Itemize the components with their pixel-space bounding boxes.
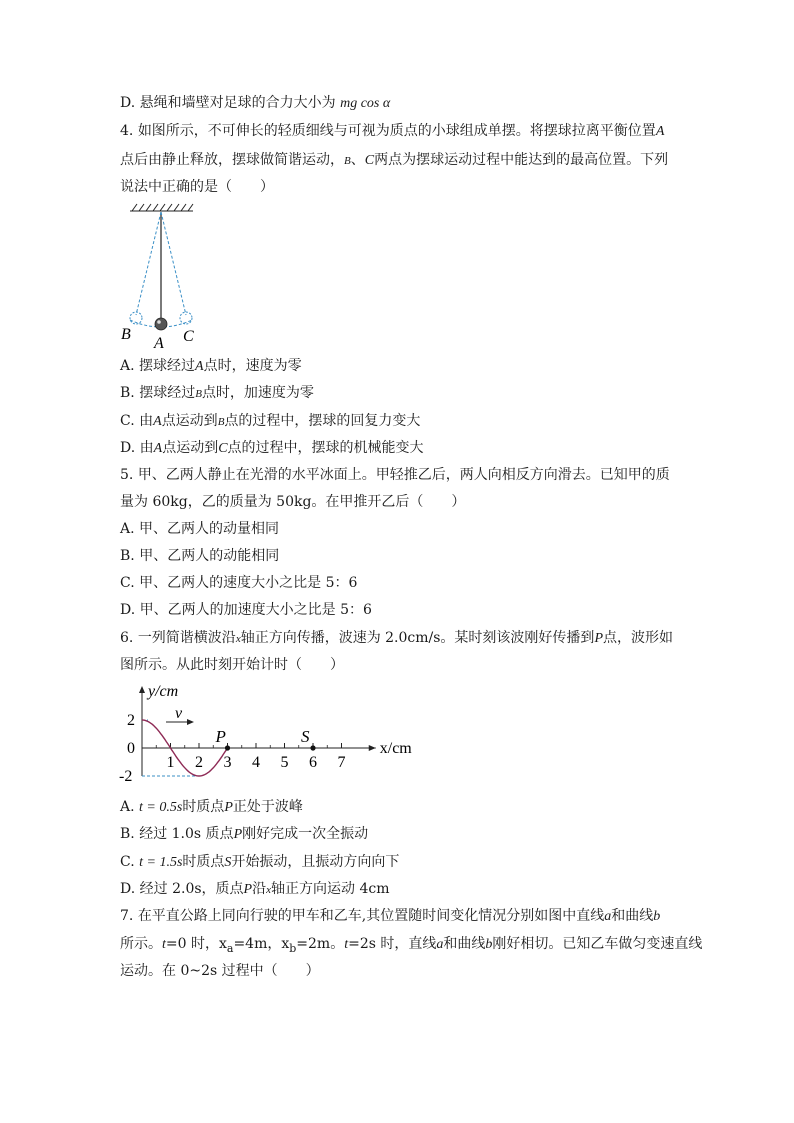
point-label: P [233,827,243,842]
stem-text: 图所示。从此时刻开始计时（ ） [120,657,344,673]
option-letter: A. [120,521,135,537]
label-c: C [183,328,194,345]
string-dashed-left [136,212,161,315]
option-text: 点运动到 [161,413,218,429]
stem-text: 说法中正确的是（ ） [120,179,274,195]
point-label: P [594,631,603,646]
point-label: A [655,124,665,139]
option-letter: C. [120,575,135,591]
question-number: 6. [120,630,134,646]
q4-option-c [120,411,680,432]
x-tick-label: 4 [252,754,260,771]
option-letter: D. [120,440,136,456]
option-text: 点的过程中，摆球的机械能变大 [227,440,424,456]
axis-label: x [266,884,271,896]
point-label-s: S [301,727,310,746]
point-label: C [364,153,375,168]
q6-option-a [120,797,680,818]
option-text: 悬绳和墙壁对足球的合力大小为 [139,95,336,111]
x-tick-label: 3 [223,754,232,771]
q5-stem-line2 [120,492,680,512]
x-tick-label: 2 [195,754,203,771]
stem-text: 在平直公路上同向行驶的甲车和乙车,其位置随时间变化情况分别如图中直线 [137,908,605,924]
option-text: 开始振动，且振动方向向下 [231,854,400,870]
q7-stem-line2 [120,934,703,959]
stem-text: 所示。 [120,936,162,952]
pendulum-ball [155,318,167,330]
option-text: 由 [139,413,154,429]
time-value: t = 0.5s [139,800,183,815]
point-label: P [243,882,253,897]
x-axis-label: x/cm [379,740,412,757]
point-label-p: P [215,727,226,746]
q4-option-a [120,356,680,377]
option-text: 点运动到 [162,440,219,456]
stem-text: 如图所示，不可伸长的轻质细线与可视为质点的小球组成单摆。将摆球拉离平衡位置 [137,123,656,139]
x-tick-label: 5 [280,754,289,771]
point-label: B [217,416,225,428]
option-letter: A. [120,799,135,815]
option-text: 轴正方向运动 4cm [271,881,390,897]
point-label: B [344,155,351,167]
option-text: 摆球经过 [139,385,196,401]
y-tick-label: 0 [127,740,135,757]
velocity-label: v [175,705,183,722]
q5-option-b [120,546,680,566]
q4-stem-line1 [120,121,680,142]
option-text: 经过 1.0s 质点 [139,826,234,842]
stem-text: 一列简谐横波沿 [137,630,236,646]
option-letter: C. [120,413,135,429]
stem-text: 刚好相切。已知乙车做匀变速直线 [492,936,703,952]
velocity-arrow-head [187,719,194,725]
point-s [310,745,315,750]
label-b: B [121,326,131,343]
q3-option-d [120,93,680,114]
subscript: a [226,941,234,955]
option-text: 时质点 [182,799,225,815]
q4-option-d [120,438,680,459]
x-tick-label: 7 [337,754,346,771]
q5-stem-line1 [120,465,680,485]
option-text: 甲、乙两人的速度大小之比是 5：6 [139,575,358,591]
ball-highlight [157,320,161,324]
option-letter: D. [120,602,136,618]
curve-label: a [604,909,612,924]
option-text: 刚好完成一次全振动 [242,826,369,842]
point-label: A [153,414,162,429]
var-t: t [344,937,349,952]
option-text: 甲、乙两人的动量相同 [139,521,280,537]
option-letter: B. [120,826,135,842]
axis-label: x [235,633,241,645]
stem-text: 运动。在 0~2s 过程中（ ） [120,963,320,979]
y-axis-arrow [139,686,145,693]
option-text: 甲、乙两人的加速度大小之比是 5：6 [139,602,372,618]
x-tick-label: 6 [309,754,317,771]
curve-label: a [436,937,444,952]
point-label: A [195,359,204,374]
option-text: 点时，加速度为零 [201,385,314,401]
stem-text: =2s 时，直线 [348,936,437,952]
y-tick-label: 2 [127,712,135,729]
wave-chart [115,680,425,790]
point-label: P [224,800,233,815]
pendulum-figure [115,202,205,350]
option-text: 点的过程中，摆球的回复力变大 [224,413,421,429]
stem-text: 和曲线 [611,908,654,924]
stem-text: =2m。 [296,936,345,952]
time-value: t = 1.5s [139,855,183,870]
q6-stem-line1 [120,628,680,649]
string-dashed-right [161,212,186,315]
var-t: t [162,937,166,952]
point-label: B [195,388,202,400]
question-number: 7. [120,908,134,924]
option-letter: D. [120,881,136,897]
q4-stem-line2 [120,150,680,171]
q4-stem-line3 [120,177,680,197]
curve-label: b [485,937,493,952]
option-letter: B. [120,548,135,564]
stem-text: 两点为摆球运动过程中能达到的最高位置。下列 [374,152,669,168]
q5-option-a [120,519,680,539]
q7-stem-line3 [120,961,680,981]
q5-option-c [120,573,680,593]
q6-option-c [120,852,680,873]
q4-option-b [120,383,680,404]
ceiling-hatching [130,204,193,211]
point-p [225,745,230,750]
stem-text: =0 时，x [165,936,227,952]
point-label: S [224,855,232,870]
x-axis-arrow [369,745,376,751]
q6-option-d [120,879,680,900]
option-text: 沿 [252,881,267,897]
option-text: 正处于波峰 [232,799,303,815]
stem-text: 点后由静止释放，摆球做简谐运动， [120,152,344,168]
subscript: b [289,941,297,955]
stem-text: 和曲线 [443,936,486,952]
label-a: A [154,335,164,350]
point-label: C [218,441,228,456]
option-text: 经过 2.0s，质点 [139,881,244,897]
q7-stem-line1 [120,906,680,927]
q6-option-b [120,824,680,845]
option-letter: B. [120,385,135,401]
option-text: 时质点 [182,854,225,870]
point-label: A [153,441,163,456]
option-text: 甲、乙两人的动能相同 [139,548,280,564]
option-letter: D. [120,95,136,111]
option-text: 由 [139,440,154,456]
curve-label: b [653,909,661,924]
formula: mg cos α [340,96,391,111]
stem-text: 甲、乙两人静止在光滑的水平冰面上。甲轻推乙后，两人向相反方向滑去。已知甲的质 [137,467,670,483]
option-letter: A. [120,358,135,374]
stem-text: =4m，x [233,936,290,952]
stem-text: 量为 60kg，乙的质量为 50kg。在甲推开乙后（ ） [120,494,466,510]
option-text: 摆球经过 [139,358,196,374]
separator: 、 [350,152,365,168]
option-letter: C. [120,854,135,870]
q6-stem-line2 [120,655,680,675]
y-axis-label: y/cm [148,683,179,700]
question-number: 5. [120,467,134,483]
stem-text: 轴正方向传播，波速为 2.0cm/s。某时刻该波刚好传播到 [240,630,595,646]
y-tick-label: -2 [119,768,133,785]
stem-text: 点，波形如 [603,630,673,646]
x-tick-label: 1 [166,754,175,771]
question-number: 4. [120,123,134,139]
q5-option-d [120,600,680,620]
option-text: 点时，速度为零 [203,358,302,374]
